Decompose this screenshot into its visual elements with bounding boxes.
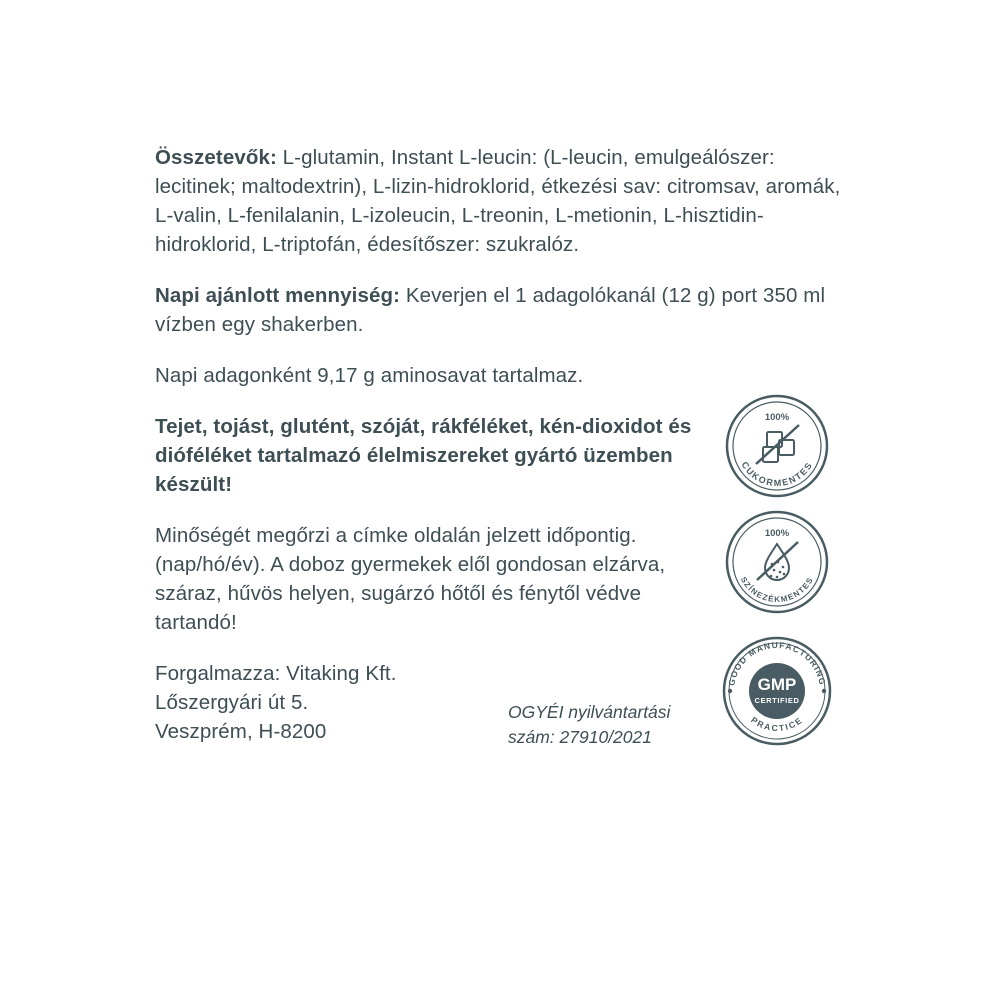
sugar-free-arc-text: CUKORMENTES <box>739 459 815 489</box>
ingredients-text: L-glutamin, Instant L-leucin: (L-leucin, emulgeálószer: lecitinek; maltodextrin), L-lizin-hidroklorid, étkezési sav: citromsav, aromák, L-valin, L-fenilalanin, L-izoleucin, L-treonin, L-metionin, L-hisztidin-hidroklorid, L-triptofán, édesítőszer: szukralóz. <box>155 146 841 256</box>
daily-dose-label: Napi ajánlott mennyiség: <box>155 284 401 307</box>
distributor-line-1: Forgalmazza: Vitaking Kft. <box>155 662 397 685</box>
gmp-arc-top: GOOD MANUFACTURING <box>726 639 828 687</box>
allergen-warning-paragraph: Tejet, tojást, glutént, szóját, rákféléket, kén-dioxidot és dióféléket tartalmazó élelmiszereket gyártó üzemben készült! <box>155 415 692 496</box>
gmp-center-bottom: CERTIFIED <box>754 696 800 705</box>
ingredients-paragraph <box>155 143 855 259</box>
gmp-arc-bottom: PRACTICE <box>749 714 805 734</box>
distributor-line-2: Lőszergyári út 5. <box>155 691 309 714</box>
color-free-badge-icon <box>723 508 831 616</box>
svg-text:CUKORMENTES <box>739 460 814 488</box>
sugar-free-percent: 100% <box>764 412 790 423</box>
color-free-percent: 100% <box>764 528 790 539</box>
distributor-block <box>155 659 555 746</box>
amino-content-paragraph: Napi adagonként 9,17 g aminosavat tartalmaz. <box>155 364 584 387</box>
gmp-center-top: GMP <box>757 675 797 694</box>
distributor-line-3: Veszprém, H-8200 <box>155 720 327 743</box>
storage-paragraph: Minőségét megőrzi a címke oldalán jelzett időpontig. (nap/hó/év). A doboz gyermekek elől gondosan elzárva, száraz, hűvös helyen, sugárzó hőtől és fénytől védve tartandó! <box>155 524 666 634</box>
registration-line-1: OGYÉI nyilvántartási <box>508 702 671 722</box>
ingredients-label: Összetevők: <box>155 146 277 169</box>
registration-line-2: szám: 27910/2021 <box>508 727 652 747</box>
gmp-badge-icon <box>720 634 828 742</box>
daily-dose-paragraph <box>155 281 855 339</box>
sugar-free-badge-icon <box>723 392 831 500</box>
registration-number <box>508 700 728 750</box>
color-free-arc-text: SZÍNEZÉKMENTES <box>738 575 816 605</box>
daily-dose-text: Keverjen el 1 adagolókanál (12 g) port 350 ml vízben egy shakerben. <box>155 284 826 336</box>
